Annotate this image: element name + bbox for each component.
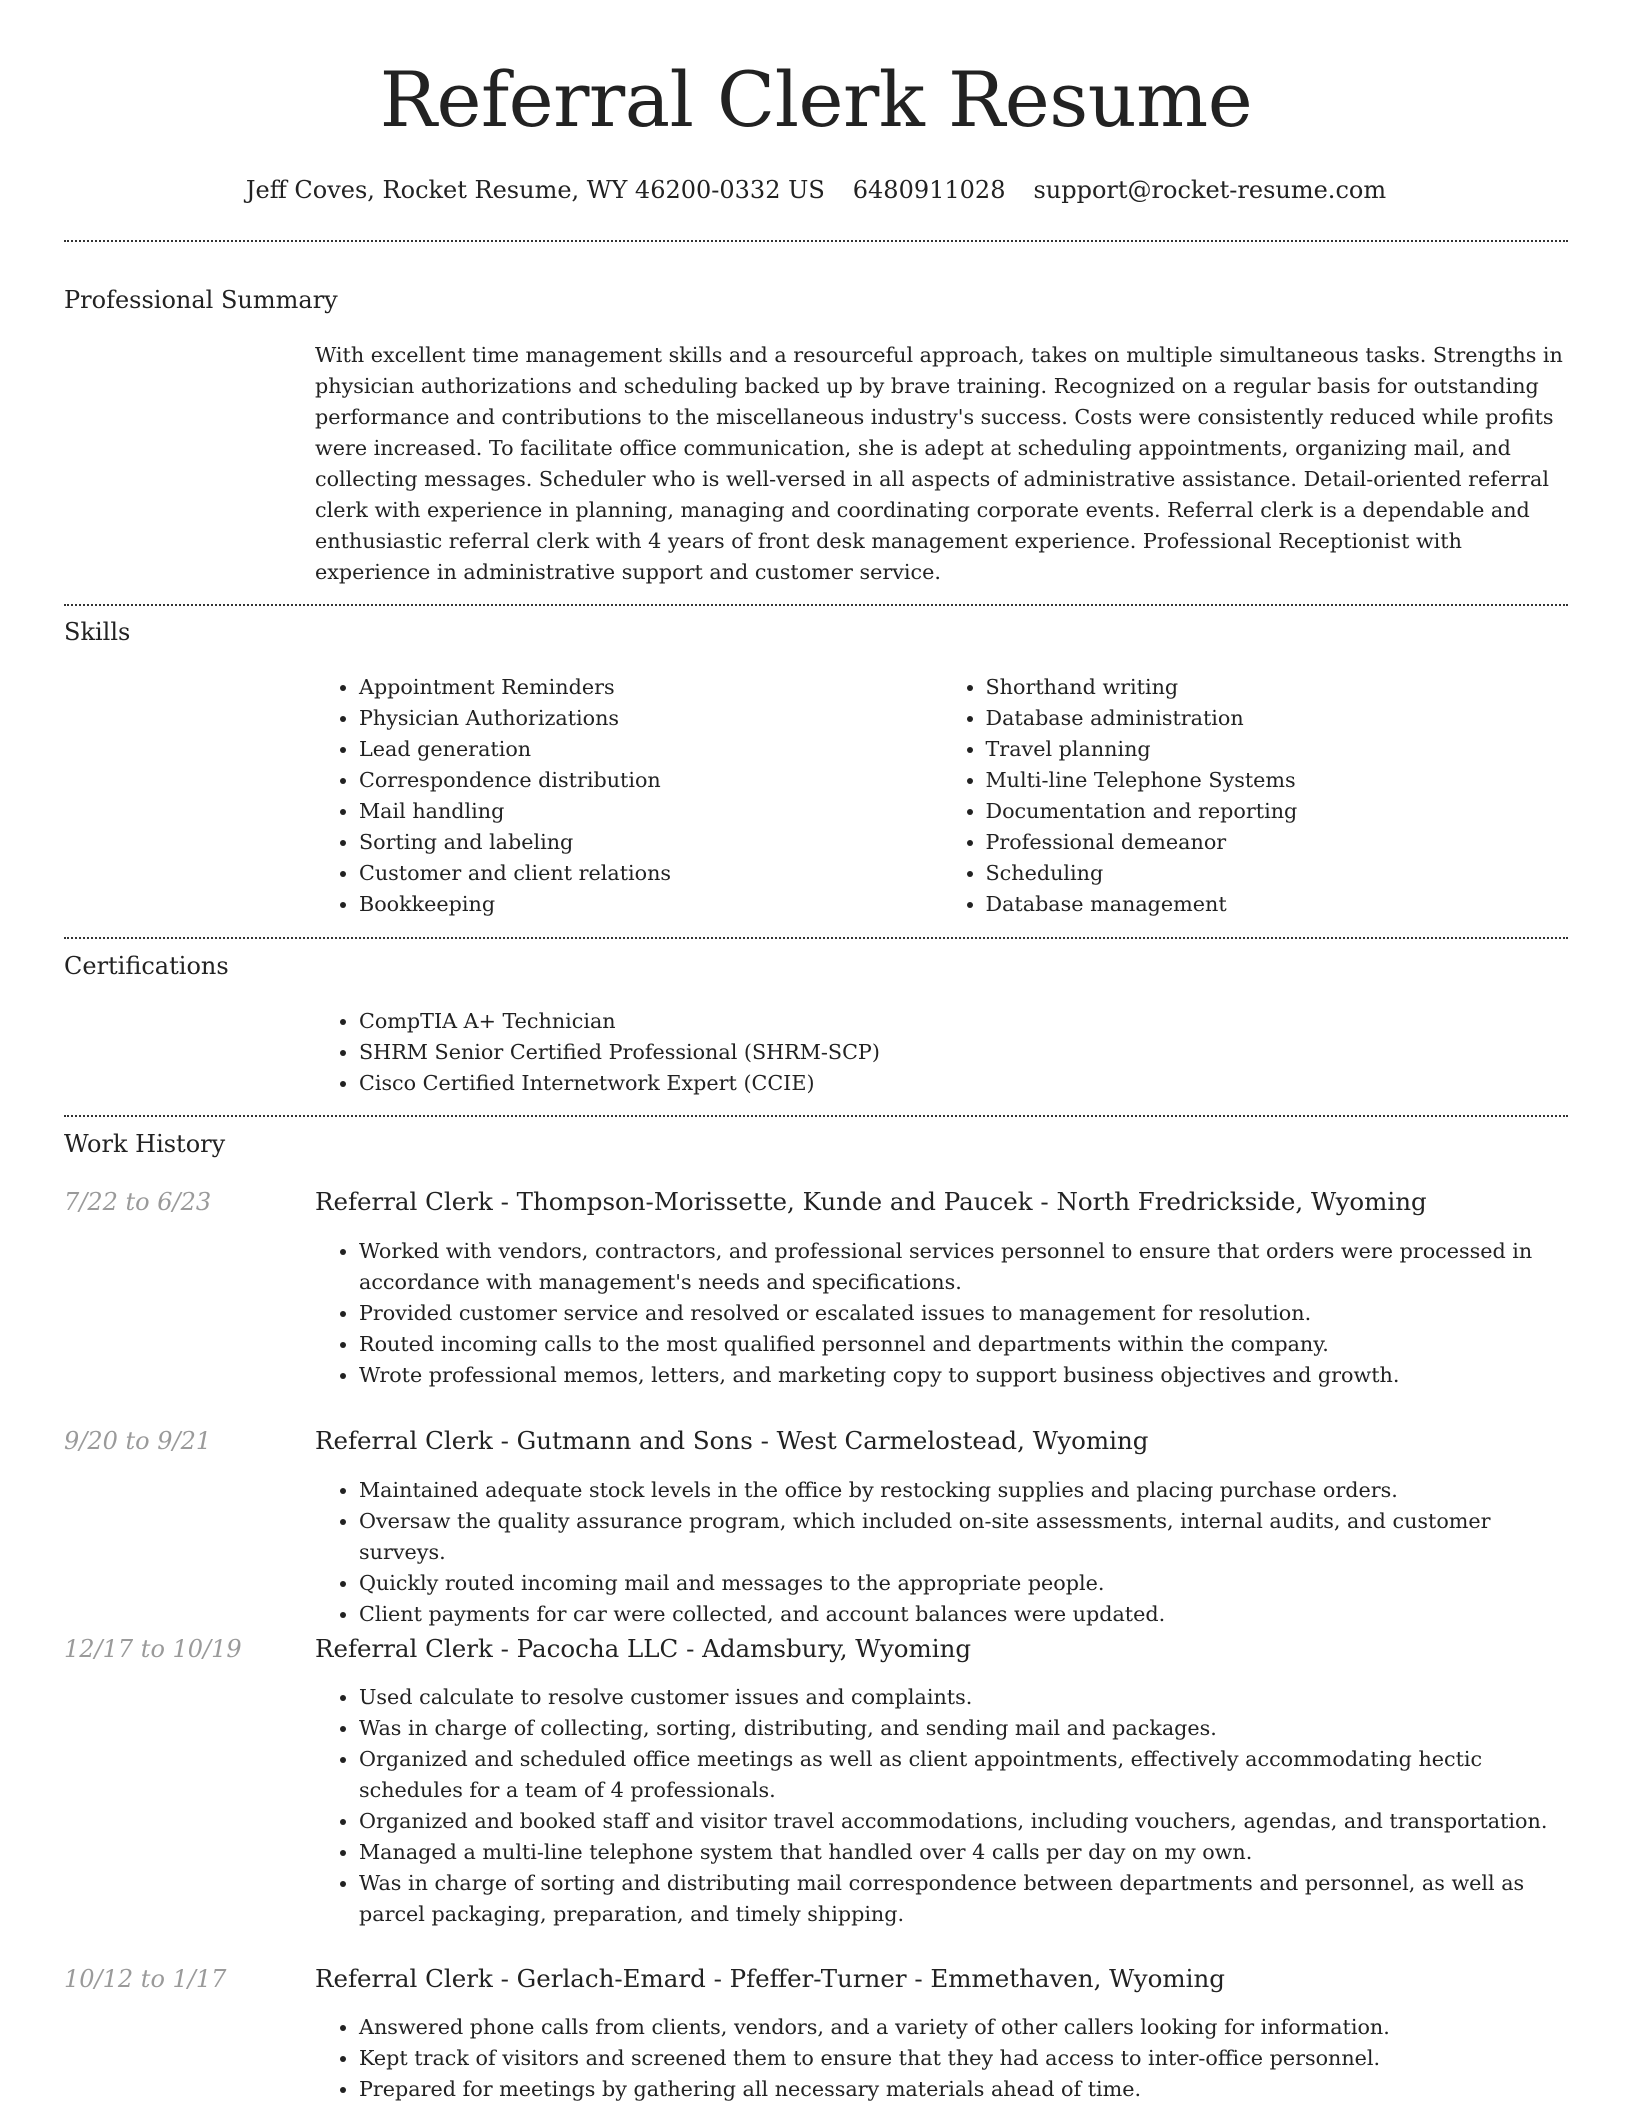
list-item: • Worked with vendors, contractors, and professional services personnel to ensure that orders were processed in accordance with management's needs and specifications. — [359, 1236, 1568, 1298]
list-item: • Customer and client relations — [359, 858, 942, 889]
list-item: • SHRM Senior Certified Professional (SHRM-SCP) — [359, 1037, 1568, 1068]
list-item: • Multi-line Telephone Systems — [986, 765, 1569, 796]
job-bullets — [315, 2012, 1568, 2105]
list-item: • Physician Authorizations — [359, 703, 942, 734]
job-title: Referral Clerk - Gutmann and Sons - West Carmelostead, Wyoming — [315, 1426, 1149, 1455]
list-item: • CompTIA A+ Technician — [359, 1006, 1568, 1037]
list-item: • Correspondence distribution — [359, 765, 942, 796]
list-item: • Organized and booked staff and visitor travel accommodations, including vouchers, agendas, and transportation. — [359, 1806, 1568, 1837]
list-item: • Database management — [986, 889, 1569, 920]
list-item: • Was in charge of collecting, sorting, distributing, and sending mail and packages. — [359, 1713, 1568, 1744]
list-item: • Appointment Reminders — [359, 672, 942, 703]
list-item: • Sorting and labeling — [359, 827, 942, 858]
skills-body — [315, 672, 1568, 920]
list-item: • Organized and scheduled office meetings as well as client appointments, effectively accommodating hectic schedules for a team of 4 professionals. — [359, 1744, 1568, 1806]
contact-address: Jeff Coves, Rocket Resume, WY 46200-0332 US — [245, 176, 825, 204]
list-item: • Travel planning — [986, 734, 1569, 765]
job-bullet-list — [315, 1236, 1568, 1391]
list-item: • Provided customer service and resolved or escalated issues to management for resolution. — [359, 1298, 1568, 1329]
section-divider — [64, 604, 1568, 606]
list-item: • Shorthand writing — [986, 672, 1569, 703]
section-divider — [64, 937, 1568, 939]
job-date: 7/22 to 6/23 — [64, 1188, 212, 1216]
job-title: Referral Clerk - Pacocha LLC - Adamsbury, Wyoming — [315, 1634, 972, 1663]
list-item: • Database administration — [986, 703, 1569, 734]
job-title: Referral Clerk - Gerlach-Emard - Pfeffer-Turner - Emmethaven, Wyoming — [315, 1964, 1225, 1993]
job-date: 12/17 to 10/19 — [64, 1635, 242, 1663]
list-item: • Was in charge of sorting and distributing mail correspondence between departments and personnel, as well as parcel packaging, preparation, and timely shipping. — [359, 1868, 1568, 1930]
list-item: • Cisco Certified Internetwork Expert (CCIE) — [359, 1068, 1568, 1099]
list-item: • Answered phone calls from clients, vendors, and a variety of other callers looking for information. — [359, 2012, 1568, 2043]
list-item: • Mail handling — [359, 796, 942, 827]
list-item: • Used calculate to resolve customer issues and complaints. — [359, 1682, 1568, 1713]
job-bullets — [315, 1682, 1568, 1930]
section-divider — [64, 1115, 1568, 1117]
summary-text: With excellent time management skills and a resourceful approach, takes on multiple simultaneous tasks. Strengths in physician authorizations and scheduling backed up by brave training. Recognized on a regular basis for outstanding performance and contributions to the miscellaneous industry's success. Costs were consistently reduced while profits were increased. To facilitate office communication, she is adept at scheduling appointments, organizing mail, and collecting messages. Scheduler who is well-versed in all aspects of administrative assistance. Detail-oriented referral clerk with experience in planning, managing and coordinating corporate events. Referral clerk is a dependable and enthusiastic referral clerk with 4 years of front desk management experience. Professional Receptionist with experience in administrative support and customer service. — [315, 343, 1563, 584]
list-item: • Wrote professional memos, letters, and marketing copy to support business objectives and growth. — [359, 1360, 1568, 1391]
list-item: • Maintained adequate stock levels in the office by restocking supplies and placing purchase orders. — [359, 1475, 1568, 1506]
skills-list-left — [315, 672, 942, 920]
job-title: Referral Clerk - Thompson-Morissette, Kunde and Paucek - North Fredrickside, Wyoming — [315, 1187, 1427, 1216]
list-item: • Professional demeanor — [986, 827, 1569, 858]
job-bullets — [315, 1475, 1568, 1630]
list-item: • Prepared for meetings by gathering all necessary materials ahead of time. — [359, 2074, 1568, 2105]
certifications-list — [315, 1006, 1568, 1099]
job-date: 9/20 to 9/21 — [64, 1427, 212, 1455]
list-item: • Kept track of visitors and screened them to ensure that they had access to inter-office personnel. — [359, 2043, 1568, 2074]
contact-phone[interactable]: 6480911028 — [852, 176, 1006, 204]
summary-body — [315, 340, 1568, 588]
job-bullet-list — [315, 2012, 1568, 2105]
list-item: • Lead generation — [359, 734, 942, 765]
list-item: • Routed incoming calls to the most qualified personnel and departments within the company. — [359, 1329, 1568, 1360]
list-item: • Managed a multi-line telephone system that handled over 4 calls per day on my own. — [359, 1837, 1568, 1868]
list-item: • Oversaw the quality assurance program, which included on-site assessments, internal audits, and customer surveys. — [359, 1506, 1568, 1568]
work-history-heading: Work History — [64, 1130, 226, 1158]
resume-title: Referral Clerk Resume — [379, 55, 1253, 144]
skills-heading: Skills — [64, 618, 131, 646]
list-item: • Bookkeeping — [359, 889, 942, 920]
list-item: • Quickly routed incoming mail and messages to the appropriate people. — [359, 1568, 1568, 1599]
job-bullet-list — [315, 1682, 1568, 1930]
job-bullets — [315, 1236, 1568, 1391]
certifications-body — [315, 1006, 1568, 1099]
job-bullet-list — [315, 1475, 1568, 1630]
list-item: • Documentation and reporting — [986, 796, 1569, 827]
section-divider — [64, 240, 1568, 242]
list-item: • Scheduling — [986, 858, 1569, 889]
contact-email[interactable]: support@rocket-resume.com — [1033, 176, 1387, 204]
job-date: 10/12 to 1/17 — [64, 1965, 227, 1993]
contact-line — [64, 170, 1568, 210]
skills-list-right — [942, 672, 1569, 920]
summary-heading: Professional Summary — [64, 286, 338, 314]
list-item: • Client payments for car were collected, and account balances were updated. — [359, 1599, 1568, 1630]
certifications-heading: Certifications — [64, 952, 229, 980]
